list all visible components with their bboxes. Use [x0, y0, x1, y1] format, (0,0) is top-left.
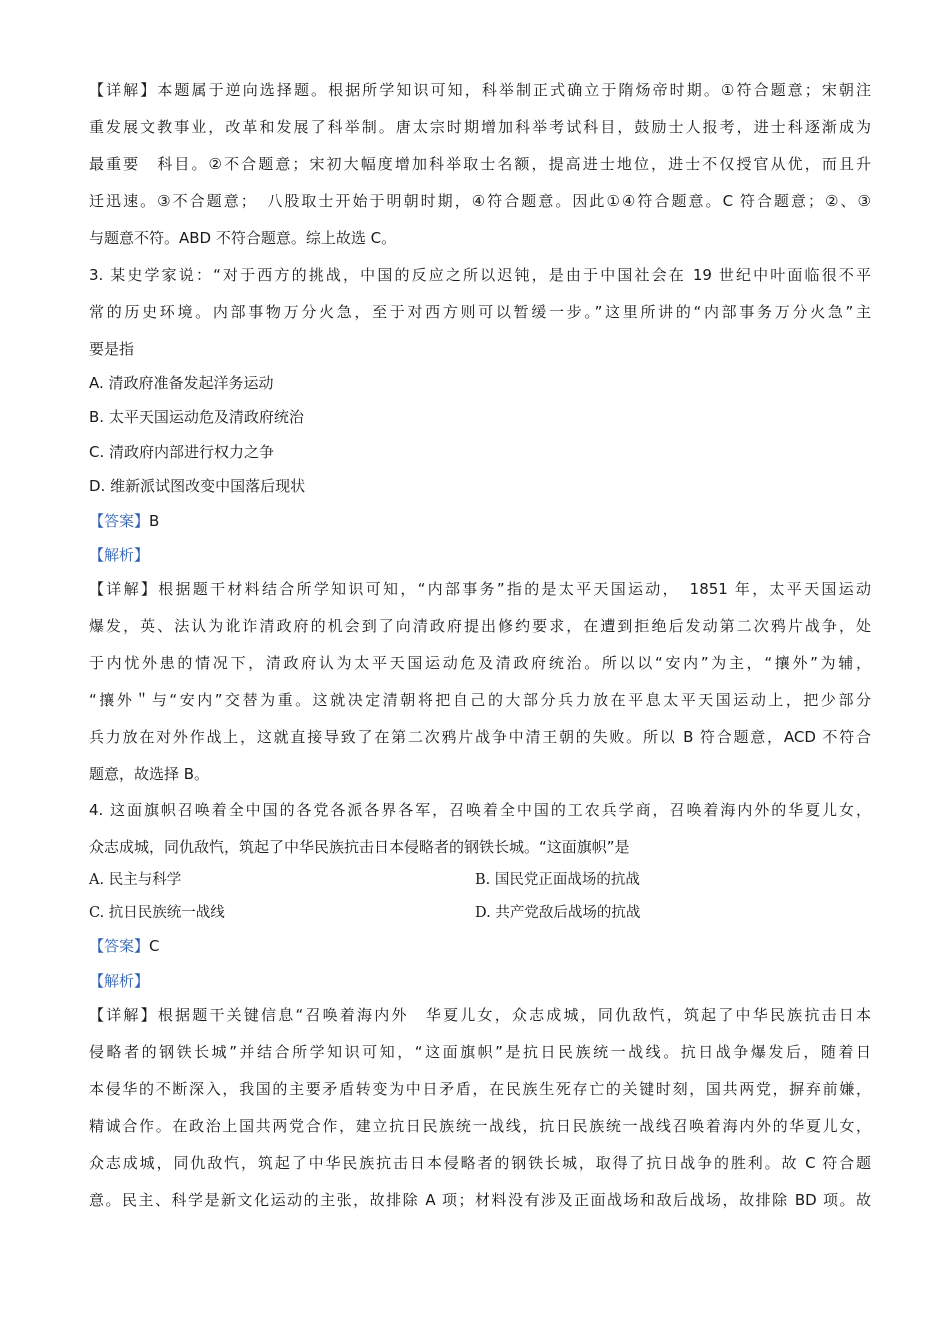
detail-text: 迁迅速。③不合题意； 八股取士开始于明朝时期，④符合题意。因此①④符合题意。C 符合题意；②、③: [89, 192, 871, 210]
q4-option-d: D. 共产党敌后战场的抗战: [475, 905, 641, 921]
detail-text: 重发展文教事业，改革和发展了科举制。唐太宗时期增加科举考试科目，鼓励士人报考，进士科逐渐成为: [89, 118, 871, 136]
q4-answer: [89, 928, 160, 965]
q2-detail: [89, 72, 871, 257]
detail-text: 意。民主、科学是新文化运动的主张，故排除 A 项；材料没有涉及正面战场和敌后战场，故排除 BD 项。故: [89, 1191, 871, 1209]
q3-detail: [89, 571, 871, 793]
question-text: 常的历史环境。内部事物万分火急，至于对西方则可以暂缓一步。”这里所讲的“内部事务万分火急”主: [89, 303, 871, 321]
detail-text: 与题意不符。ABD 不符合题意。综上故选 C。: [89, 229, 397, 247]
q4-detail: [89, 997, 871, 1219]
question-text: 4. 这面旗帜召唤着全中国的各党各派各界各军，召唤着全中国的工农兵学商，召唤着海内外的华夏儿女，: [89, 801, 871, 819]
answer-label: 【答案】: [89, 937, 150, 955]
detail-text: “攘外＂与“安内”交替为重。这就决定清朝将把自己的大部分兵力放在平息太平天国运动上，把少部分: [89, 691, 871, 709]
q3-stem: [89, 257, 871, 368]
answer-value: C: [149, 937, 160, 955]
q4-option-a: A. 民主与科学: [89, 872, 182, 888]
question-text: 3. 某史学家说：“对于西方的挑战，中国的反应之所以迟钝，是由于中国社会在 19 世纪中叶面临很不平: [89, 266, 871, 284]
q4-analysis-label: 【解析】: [89, 972, 150, 990]
detail-text: 最重要 科目。②不合题意；宋初大幅度增加科举取士名额，提高进士地位，进士不仅授官从优，而且升: [89, 155, 871, 173]
detail-text: 本题属于逆向选择题。根据所学知识可知，科举制正式确立于隋炀帝时期。①符合题意；宋朝注: [157, 81, 871, 99]
q3-option-b: B. 太平天国运动危及清政府统治: [89, 408, 304, 426]
q3-option-a: A. 清政府准备发起洋务运动: [89, 374, 274, 392]
detail-label: 【详解】: [89, 580, 159, 598]
detail-text: 根据题干材料结合所学知识可知，“内部事务”指的是太平天国运动， 1851 年，太平天国运动: [158, 580, 871, 598]
detail-text: 众志成城，同仇敌忾，筑起了中华民族抗击日本侵略者的钢铁长城，取得了抗日战争的胜利。故 C 符合题: [89, 1154, 871, 1172]
detail-text: 爆发，英、法认为讹诈清政府的机会到了向清政府提出修约要求，在遭到拒绝后发动第二次鸦片战争，处: [89, 617, 871, 635]
q4-stem: [89, 792, 871, 866]
q3-option-d: D. 维新派试图改变中国落后现状: [89, 477, 306, 495]
detail-text: 兵力放在对外作战上，这就直接导致了在第二次鸦片战争中清王朝的失败。所以 B 符合题意，ACD 不符合: [89, 728, 871, 746]
q4-option-c: C. 抗日民族统一战线: [89, 905, 225, 921]
question-text: 众志成城，同仇敌忾，筑起了中华民族抗击日本侵略者的钢铁长城。“这面旗帜”是: [89, 838, 630, 856]
question-text: 要是指: [89, 340, 135, 358]
detail-label: 【详解】: [89, 1006, 158, 1024]
detail-text: 题意，故选择 B。: [89, 765, 210, 783]
detail-label: 【详解】: [89, 81, 158, 99]
q3-analysis-label: 【解析】: [89, 546, 150, 564]
detail-text: 侵略者的钢铁长城”并结合所学知识可知，“这面旗帜”是抗日民族统一战线。抗日战争爆发后，随着日: [89, 1043, 871, 1061]
q3-answer: [89, 503, 159, 540]
detail-text: 于内忧外患的情况下，清政府认为太平天国运动危及清政府统治。所以以“安内”为主，“攘外”为辅，: [89, 654, 871, 672]
detail-text: 根据题干关键信息“召唤着海内外 华夏儿女，众志成城，同仇敌忾，筑起了中华民族抗击日本: [157, 1006, 871, 1024]
q4-option-b: B. 国民党正面战场的抗战: [475, 872, 640, 888]
detail-text: 本侵华的不断深入，我国的主要矛盾转变为中日矛盾，在民族生死存亡的关键时刻，国共两党，摒弃前嫌，: [89, 1080, 871, 1098]
detail-text: 精诚合作。在政治上国共两党合作，建立抗日民族统一战线，抗日民族统一战线召唤着海内外的华夏儿女，: [89, 1117, 871, 1135]
answer-label: 【答案】: [89, 512, 150, 530]
answer-value: B: [149, 512, 160, 530]
q3-option-c: C. 清政府内部进行权力之争: [89, 443, 275, 461]
